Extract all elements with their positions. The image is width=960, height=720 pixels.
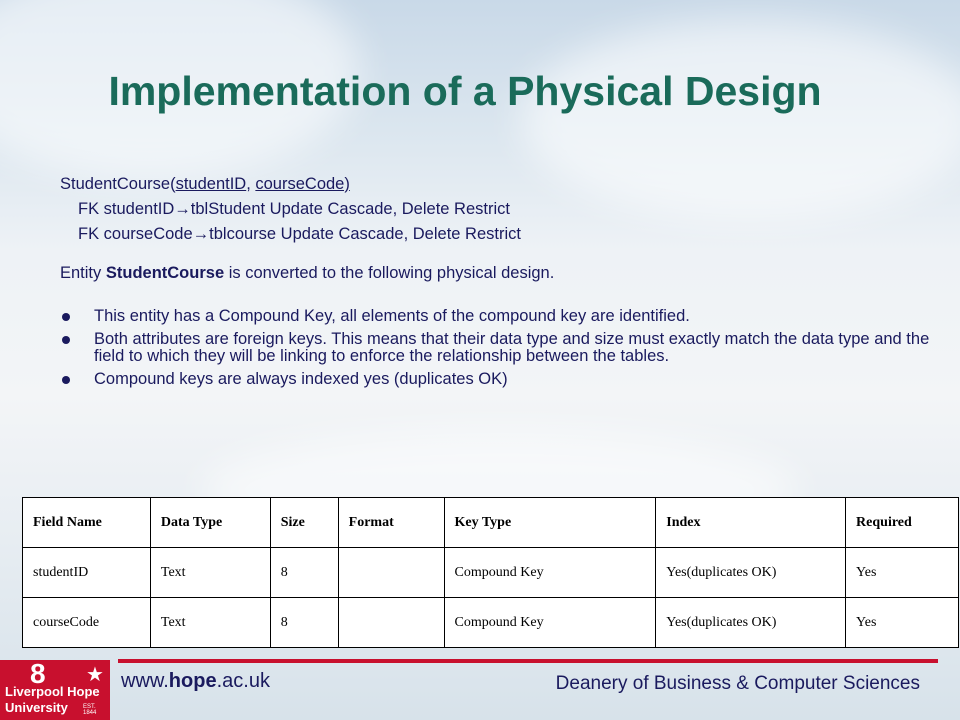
table-cell <box>338 548 444 598</box>
bullet-item <box>60 371 940 388</box>
table-cell: Yes(duplicates OK) <box>656 598 846 648</box>
entity-suffix: is converted to the following physical design. <box>224 264 555 282</box>
star-icon: ★ <box>86 664 104 686</box>
table-row <box>23 548 959 598</box>
table-header-row <box>23 498 959 548</box>
fk-line-coursecode: FK courseCode→tblcourse Update Cascade, Delete Restrict <box>78 225 521 243</box>
table-header-cell: Field Name <box>23 498 151 548</box>
url-domain: hope <box>168 670 217 692</box>
bullet-dot-icon <box>62 336 70 344</box>
url-suffix: .ac.uk <box>216 670 270 692</box>
footer-department: Deanery of Business & Computer Sciences <box>555 673 920 694</box>
logo-line-1: Liverpool Hope <box>5 684 100 699</box>
table-cell: 8 <box>270 598 338 648</box>
table-header-cell: Format <box>338 498 444 548</box>
table-cell: Text <box>150 598 270 648</box>
entity-prefix: Entity <box>60 264 106 282</box>
bullet-text: Both attributes are foreign keys. This means that their data type and size must exactly match the data type and the field to which they will be linking to enforce the relationship between the tables. <box>94 330 930 365</box>
table-header-cell: Required <box>846 498 959 548</box>
bullet-dot-icon <box>62 376 70 384</box>
table-cell: Yes <box>846 598 959 648</box>
fk-line-studentid: FK studentID→tblStudent Update Cascade, Delete Restrict <box>78 200 510 218</box>
table-cell <box>338 598 444 648</box>
table-row <box>23 598 959 648</box>
relation-key-coursecode: courseCode) <box>255 175 350 193</box>
relation-key-studentid: studentID <box>175 175 247 193</box>
url-prefix: www. <box>121 670 169 692</box>
university-logo <box>0 660 110 720</box>
slide-number: 8 <box>30 658 46 689</box>
relation-separator: , <box>246 175 256 193</box>
bullet-list <box>60 308 940 388</box>
bullet-item <box>60 308 940 325</box>
table-header-cell: Size <box>270 498 338 548</box>
relation-definition <box>60 172 940 197</box>
relation-name: StudentCourse( <box>60 175 176 193</box>
slide-title: Implementation of a Physical Design <box>108 68 822 114</box>
logo-est: EST. 1844 <box>83 704 97 716</box>
table-header-cell: Data Type <box>150 498 270 548</box>
logo-line-2: University <box>5 700 68 715</box>
bullet-text: This entity has a Compound Key, all elements of the compound key are identified. <box>94 307 690 325</box>
bullet-text: Compound keys are always indexed yes (duplicates OK) <box>94 370 508 388</box>
entity-statement <box>60 261 940 286</box>
table-cell: Compound Key <box>444 548 656 598</box>
table-cell: Text <box>150 548 270 598</box>
physical-design-table <box>22 497 959 648</box>
table-header-cell: Key Type <box>444 498 656 548</box>
table-cell: 8 <box>270 548 338 598</box>
table-cell: studentID <box>23 548 151 598</box>
table-cell: Yes(duplicates OK) <box>656 548 846 598</box>
table-cell: courseCode <box>23 598 151 648</box>
table-cell: Compound Key <box>444 598 656 648</box>
table-header-cell: Index <box>656 498 846 548</box>
footer-divider <box>118 659 938 663</box>
bullet-item <box>60 331 940 365</box>
entity-name: StudentCourse <box>105 264 225 282</box>
slide-content <box>60 172 940 394</box>
footer-url[interactable] <box>121 670 270 693</box>
table-cell: Yes <box>846 548 959 598</box>
bullet-dot-icon <box>62 313 70 321</box>
